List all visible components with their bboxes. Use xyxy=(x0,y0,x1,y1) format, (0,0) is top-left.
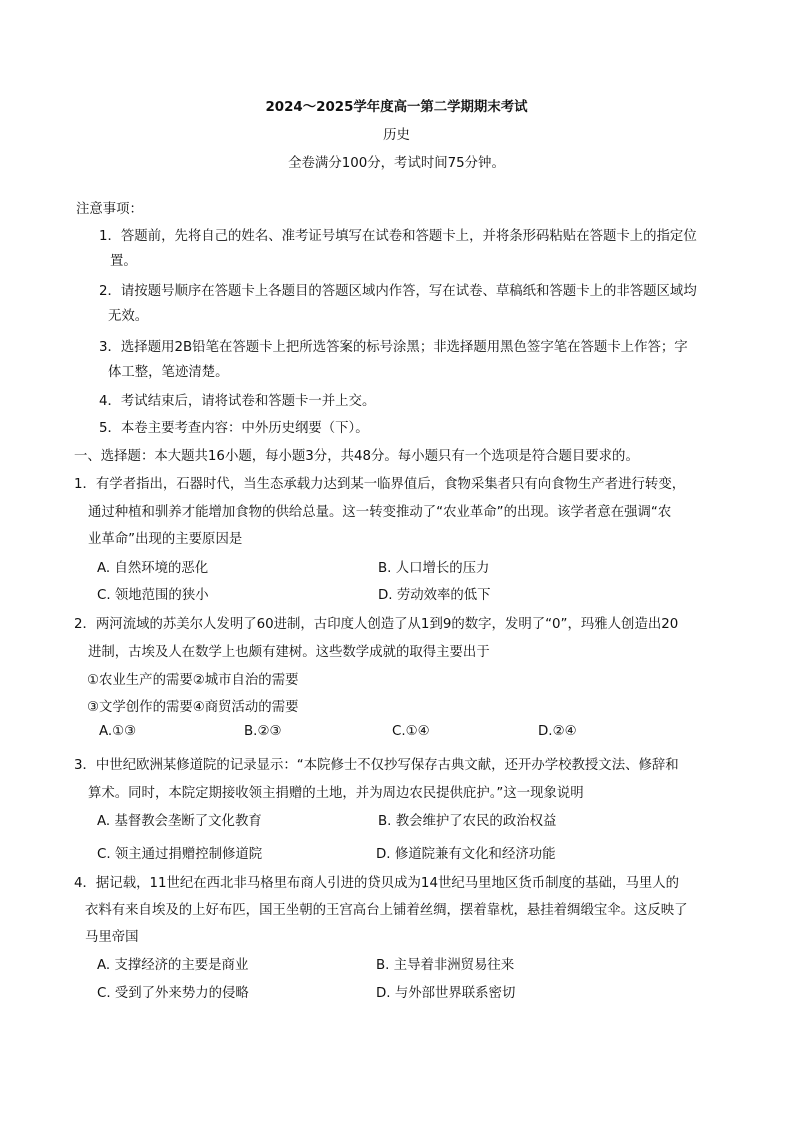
notice-item-text: 无效。 xyxy=(108,309,149,324)
option-c: C. 领主通过捐赠控制修道院 xyxy=(97,847,263,862)
question-text: 2．两河流域的苏美尔人发明了60进制，古印度人创造了从1到9的数字，发明了“0”，玛雅人创造出20 xyxy=(74,617,679,632)
question-subitems: ①农业生产的需要②城市自治的需要 xyxy=(87,673,299,688)
notice-heading: 注意事项： xyxy=(76,202,143,217)
question-text: 算术。同时，本院定期接收领主捐赠的土地，并为周边农民提供庇护。”这一现象说明 xyxy=(88,786,584,801)
option-a: A. 支撑经济的主要是商业 xyxy=(97,958,249,973)
notice-item-text: 1．答题前，先将自己的姓名、准考证号填写在试卷和答题卡上，并将条形码粘贴在答题卡上的指定位 xyxy=(99,229,697,244)
option-d: D.②④ xyxy=(538,724,577,739)
option-c: C.①④ xyxy=(392,724,430,739)
notice-item-text: 体工整，笔迹清楚。 xyxy=(108,365,229,380)
option-b: B. 教会维护了农民的政治权益 xyxy=(378,814,557,829)
question-text: 进制，古埃及人在数学上也颇有建树。这些数学成就的取得主要出于 xyxy=(88,645,490,660)
notice-item-text: 2．请按题号顺序在答题卡上各题目的答题区域内作答，写在试卷、草稿纸和答题卡上的非答题区域均 xyxy=(99,284,697,299)
option-a: A.①③ xyxy=(99,724,137,739)
question-text: 通过种植和驯养才能增加食物的供给总量。这一转变推动了“农业革命”的出现。该学者意在强调“农 xyxy=(88,505,672,520)
option-b: B. 人口增长的压力 xyxy=(378,561,490,576)
question-text: 衣料有来自埃及的上好布匹，国王坐朝的王宫高台上铺着丝绸，摆着靠枕，悬挂着绸缎宝伞。这反映了 xyxy=(85,903,688,918)
question-text: 4．据记载，11世纪在西北非马格里布商人引进的贷贝成为14世纪马里地区货币制度的基础，马里人的 xyxy=(74,876,680,891)
option-c: C. 受到了外来势力的侵略 xyxy=(97,986,249,1001)
option-b: B.②③ xyxy=(244,724,282,739)
option-a: A. 基督教会垄断了文化教育 xyxy=(97,814,262,829)
question-text: 3．中世纪欧洲某修道院的记录显示：“本院修士不仅抄写保存古典文献，还开办学校教授文法、修辞和 xyxy=(74,758,679,773)
notice-item: 4．考试结束后，请将试卷和答题卡一并上交。 xyxy=(99,394,376,409)
option-d: D. 劳动效率的低下 xyxy=(378,588,491,603)
exam-title: 2024～2025学年度高一第二学期期末考试 xyxy=(265,100,528,115)
exam-subject: 历史 xyxy=(383,128,410,143)
option-d: D. 与外部世界联系密切 xyxy=(376,986,516,1001)
option-b: B. 主导着非洲贸易往来 xyxy=(376,958,515,973)
question-text: 马里帝国 xyxy=(85,930,139,945)
question-text: 业革命”出现的主要原因是 xyxy=(88,532,243,547)
notice-item-text: 置。 xyxy=(110,254,137,269)
option-c: C. 领地范围的狭小 xyxy=(97,588,209,603)
question-text: 1．有学者指出，石器时代，当生态承载力达到某一临界值后，食物采集者只有向食物生产者进行转变， xyxy=(74,477,686,492)
option-d: D. 修道院兼有文化和经济功能 xyxy=(376,847,556,862)
notice-item-text: 3．选择题用2B铅笔在答题卡上把所选答案的标号涂黑；非选择题用黑色签字笔在答题卡上作答；字 xyxy=(99,340,688,355)
exam-info: 全卷满分100分，考试时间75分钟。 xyxy=(288,156,505,171)
question-subitems: ③文学创作的需要④商贸活动的需要 xyxy=(87,700,299,715)
option-a: A. 自然环境的恶化 xyxy=(97,561,209,576)
section-heading: 一、选择题：本大题共16小题，每小题3分，共48分。每小题只有一个选项是符合题目要求的。 xyxy=(74,449,639,464)
notice-item: 5．本卷主要考查内容：中外历史纲要（下）。 xyxy=(99,421,369,436)
